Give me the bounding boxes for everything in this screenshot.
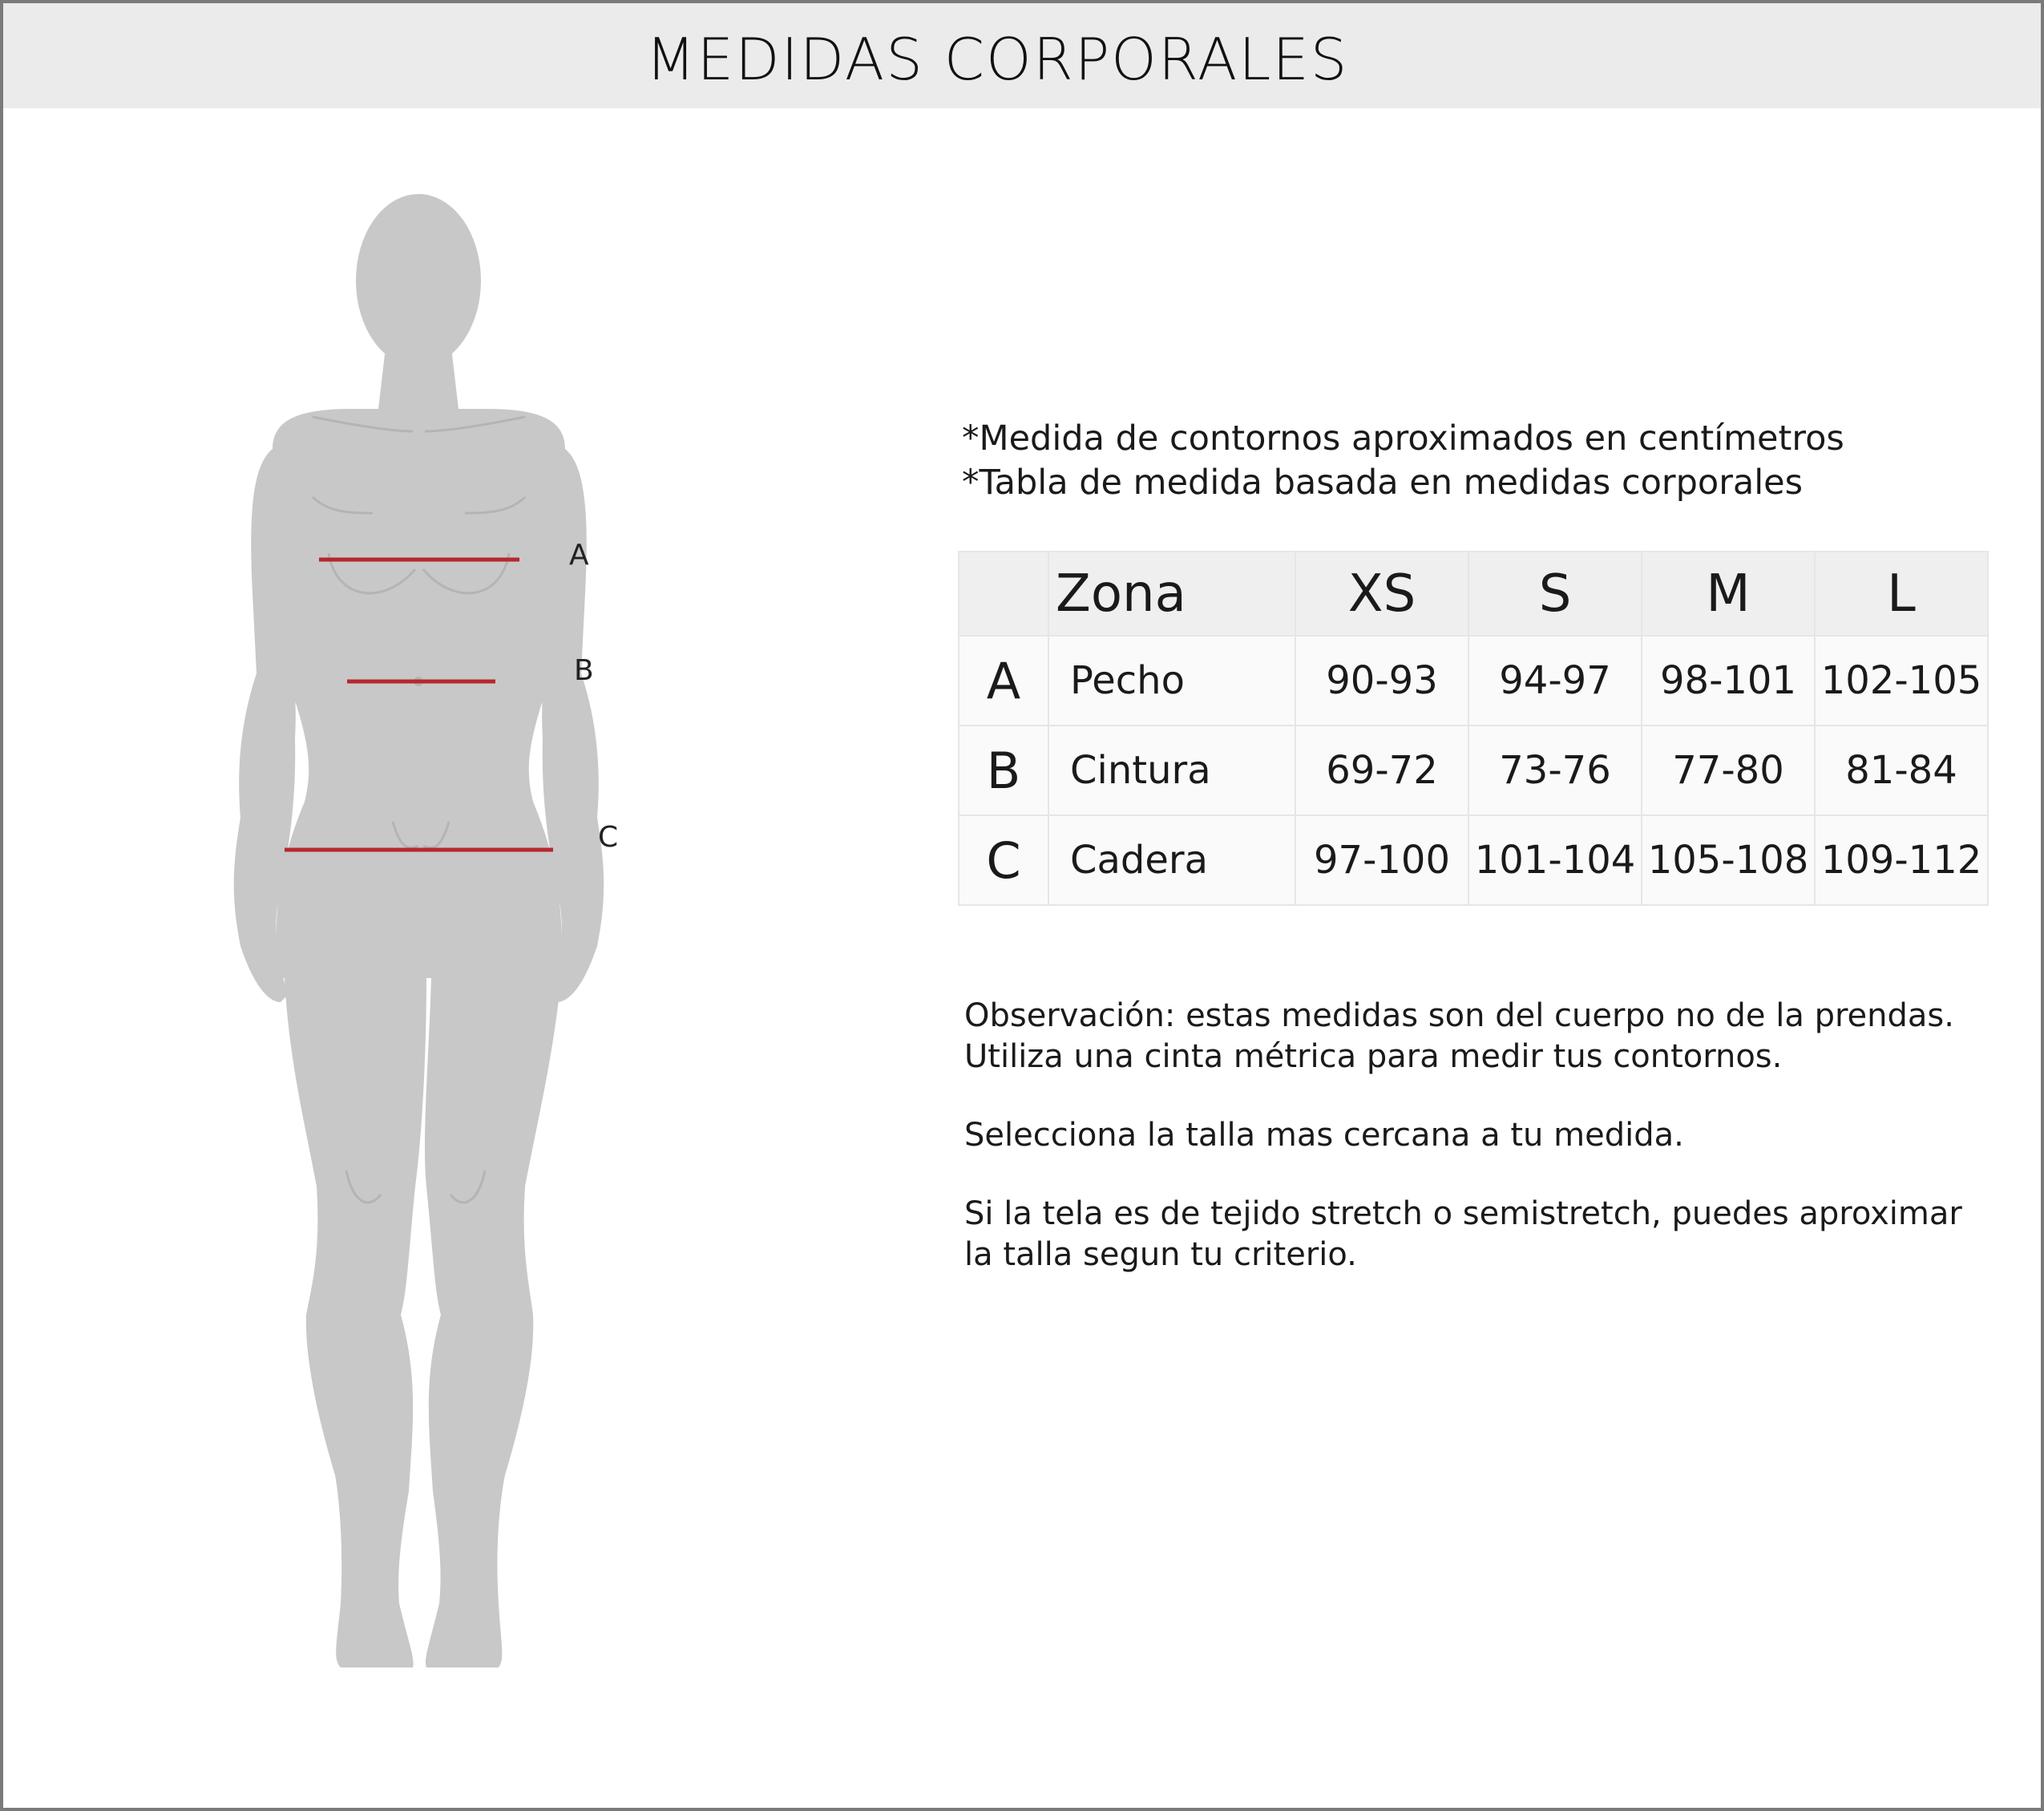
observation-line: Si la tela es de tejido stretch o semistretch, puedes aproximar xyxy=(964,1195,1962,1232)
observation-line: Utiliza una cinta métrica para medir tus contornos. xyxy=(964,1038,1783,1075)
size-value: 90-93 xyxy=(1295,636,1468,726)
body-figure xyxy=(208,176,657,1684)
observation-line: Observación: estas medidas son del cuerpo no de la prendas. xyxy=(964,997,1954,1034)
zone-name: Cintura xyxy=(1048,726,1295,815)
note-line: *Tabla de medida basada en medidas corporales xyxy=(962,463,1804,503)
observation-line: Selecciona la talla mas cercana a tu medida. xyxy=(964,1117,1684,1154)
header-cell-l: L xyxy=(1815,552,1988,636)
measurement-notes xyxy=(962,417,1844,505)
size-value: 109-112 xyxy=(1815,815,1988,905)
size-value: 81-84 xyxy=(1815,726,1988,815)
header-cell-m: M xyxy=(1642,552,1815,636)
marker-label-c: C xyxy=(598,821,619,854)
size-value: 73-76 xyxy=(1468,726,1642,815)
size-value: 77-80 xyxy=(1642,726,1815,815)
zone-letter: C xyxy=(959,815,1048,905)
table-row xyxy=(959,636,1988,726)
header-cell-xs: XS xyxy=(1295,552,1468,636)
observation-line: la talla segun tu criterio. xyxy=(964,1236,1357,1273)
table-header-row xyxy=(959,552,1988,636)
size-value: 105-108 xyxy=(1642,815,1815,905)
zone-name: Cadera xyxy=(1048,815,1295,905)
title-bar xyxy=(3,3,2041,108)
size-value: 101-104 xyxy=(1468,815,1642,905)
size-value: 102-105 xyxy=(1815,636,1988,726)
silhouette-shape xyxy=(234,194,604,1667)
size-value: 97-100 xyxy=(1295,815,1468,905)
zone-letter: B xyxy=(959,726,1048,815)
zone-name: Pecho xyxy=(1048,636,1295,726)
observation-notes xyxy=(964,958,2006,1313)
zone-letter: A xyxy=(959,636,1048,726)
marker-label-b: B xyxy=(574,654,594,687)
table-row xyxy=(959,815,1988,905)
size-table xyxy=(958,551,1989,906)
table-row xyxy=(959,726,1988,815)
size-value: 94-97 xyxy=(1468,636,1642,726)
marker-label-a: A xyxy=(569,539,589,572)
size-value: 98-101 xyxy=(1642,636,1815,726)
page-title: MEDIDAS CORPORALES xyxy=(645,26,1349,93)
header-cell-zona: Zona xyxy=(1048,552,1295,636)
header-cell xyxy=(959,552,1048,636)
size-value: 69-72 xyxy=(1295,726,1468,815)
body-silhouette xyxy=(208,176,657,1684)
note-line: *Medida de contornos aproximados en centímetros xyxy=(962,418,1844,459)
header-cell-s: S xyxy=(1468,552,1642,636)
